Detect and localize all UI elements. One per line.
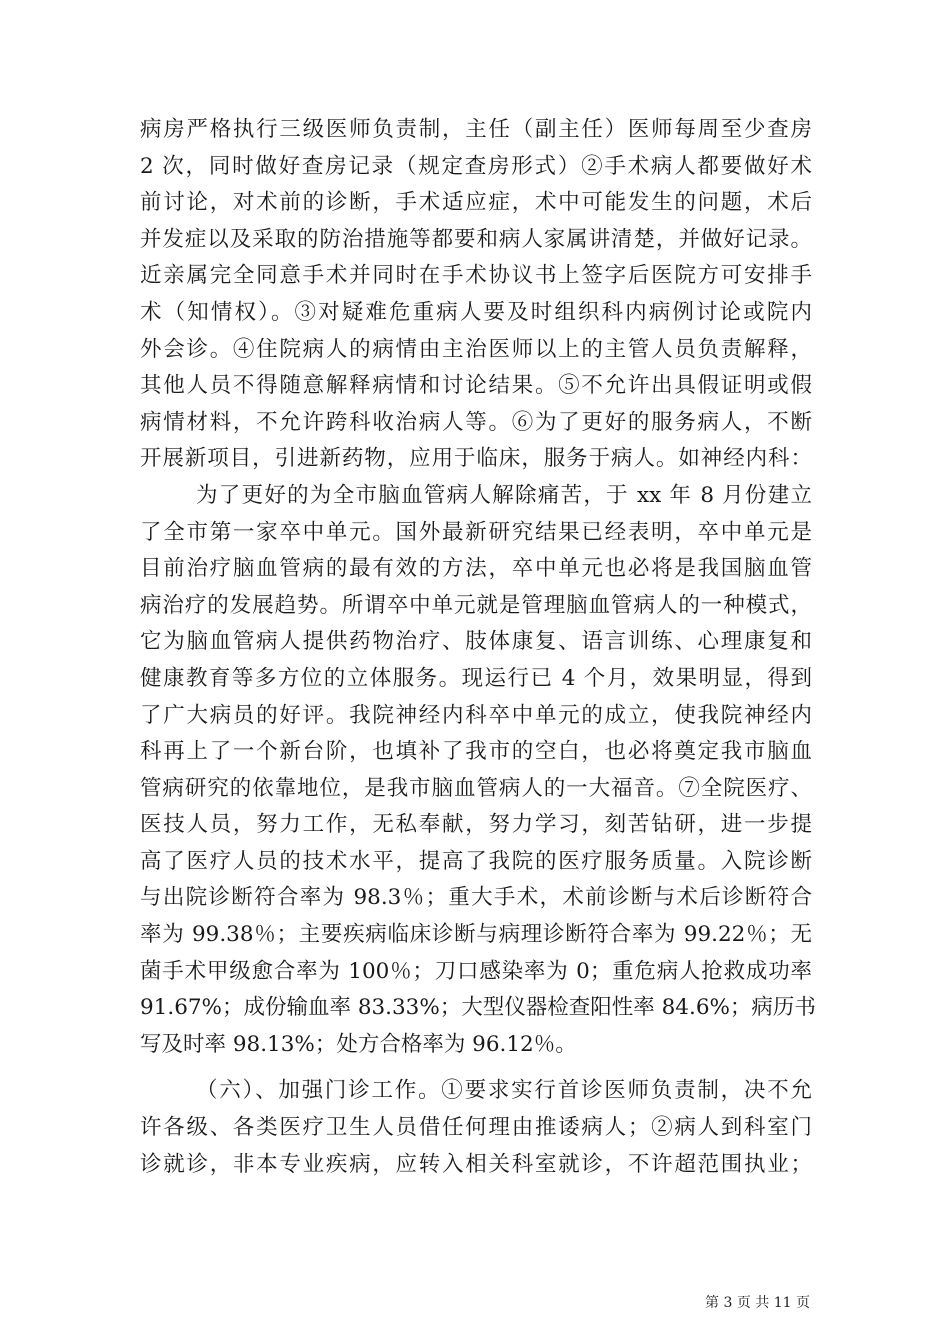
paragraph-gap (140, 1063, 812, 1073)
text-line: 外会诊。④住院病人的病情由主治医师以上的主管人员负责解释， (140, 336, 812, 362)
text-line: 开展新项目，引进新药物，应用于临床，服务于病人。如神经内科： (140, 446, 812, 472)
text-line: 率为 99.38％；主要疾病临床诊断与病理诊断符合率为 99.22％；无 (140, 922, 812, 948)
text-line: 前讨论，对术前的诊断，手术适应症，术中可能发生的问题，术后 (140, 190, 812, 216)
text-line: 91.67%；成份输血率 83.33%；大型仪器检查阳性率 84.6%；病历书 (140, 995, 816, 1021)
text-line: 医技人员，努力工作，无私奉献，努力学习，刻苦钻研，进一步提 (140, 812, 812, 838)
text-line: 与出院诊断符合率为 98.3％；重大手术，术前诊断与术后诊断符合 (140, 885, 812, 911)
text-line: 管病研究的依靠地位，是我市脑血管病人的一大福音。⑦全院医疗、 (140, 775, 812, 801)
text-line: 许各级、各类医疗卫生人员借任何理由推诿病人；②病人到科室门 (140, 1115, 812, 1141)
text-line: 诊就诊，非本专业疾病，应转入相关科室就诊，不许超范围执业； (140, 1151, 812, 1177)
text-line: 病治疗的发展趋势。所谓卒中单元就是管理脑血管病人的一种模式， (140, 592, 812, 618)
text-line: 其他人员不得随意解释病情和讨论结果。⑤不允许出具假证明或假 (140, 373, 812, 399)
text-line: 近亲属完全同意手术并同时在手术协议书上签字后医院方可安排手 (140, 263, 812, 289)
text-line: 它为脑血管病人提供药物治疗、肢体康复、语言训练、心理康复和 (140, 629, 812, 655)
text-line: 2 次，同时做好查房记录（规定查房形式）②手术病人都要做好术 (140, 153, 812, 179)
text-line: 并发症以及采取的防治措施等都要和病人家属讲清楚，并做好记录。 (140, 226, 812, 252)
text-line: 病情材料，不允许跨科收治病人等。⑥为了更好的服务病人，不断 (140, 409, 812, 435)
text-line: 健康教育等多方位的立体服务。现运行已 4 个月，效果明显，得到 (140, 665, 812, 691)
text-line: （六）、加强门诊工作。①要求实行首诊医师负责制，决不允 (196, 1078, 812, 1104)
text-line: 病房严格执行三级医师负责制，主任（副主任）医师每周至少查房 (140, 117, 812, 142)
text-line: 术（知情权）。③对疑难危重病人要及时组织科内病例讨论或院内 (140, 299, 812, 325)
text-line: 为了更好的为全市脑血管病人解除痛苦，于 xx 年 8 月份建立 (196, 482, 812, 508)
body-text (140, 112, 816, 1183)
text-line: 了广大病员的好评。我院神经内科卒中单元的成立，使我院神经内 (140, 702, 812, 728)
text-line: 写及时率 98.13%；处方合格率为 96.12％。 (140, 1031, 577, 1057)
text-line: 科再上了一个新台阶，也填补了我市的空白，也必将奠定我市脑血 (140, 739, 812, 765)
text-line: 高了医疗人员的技术水平，提高了我院的医疗服务质量。入院诊断 (140, 848, 812, 874)
text-line: 菌手术甲级愈合率为 100％；刀口感染率为 0；重危病人抢救成功率 (140, 958, 812, 984)
text-line: 了全市第一家卒中单元。国外最新研究结果已经表明，卒中单元是 (140, 519, 812, 545)
page-number: 第 3 页 共 11 页 (705, 1295, 810, 1311)
text-line: 目前治疗脑血管病的最有效的方法，卒中单元也必将是我国脑血管 (140, 556, 812, 582)
